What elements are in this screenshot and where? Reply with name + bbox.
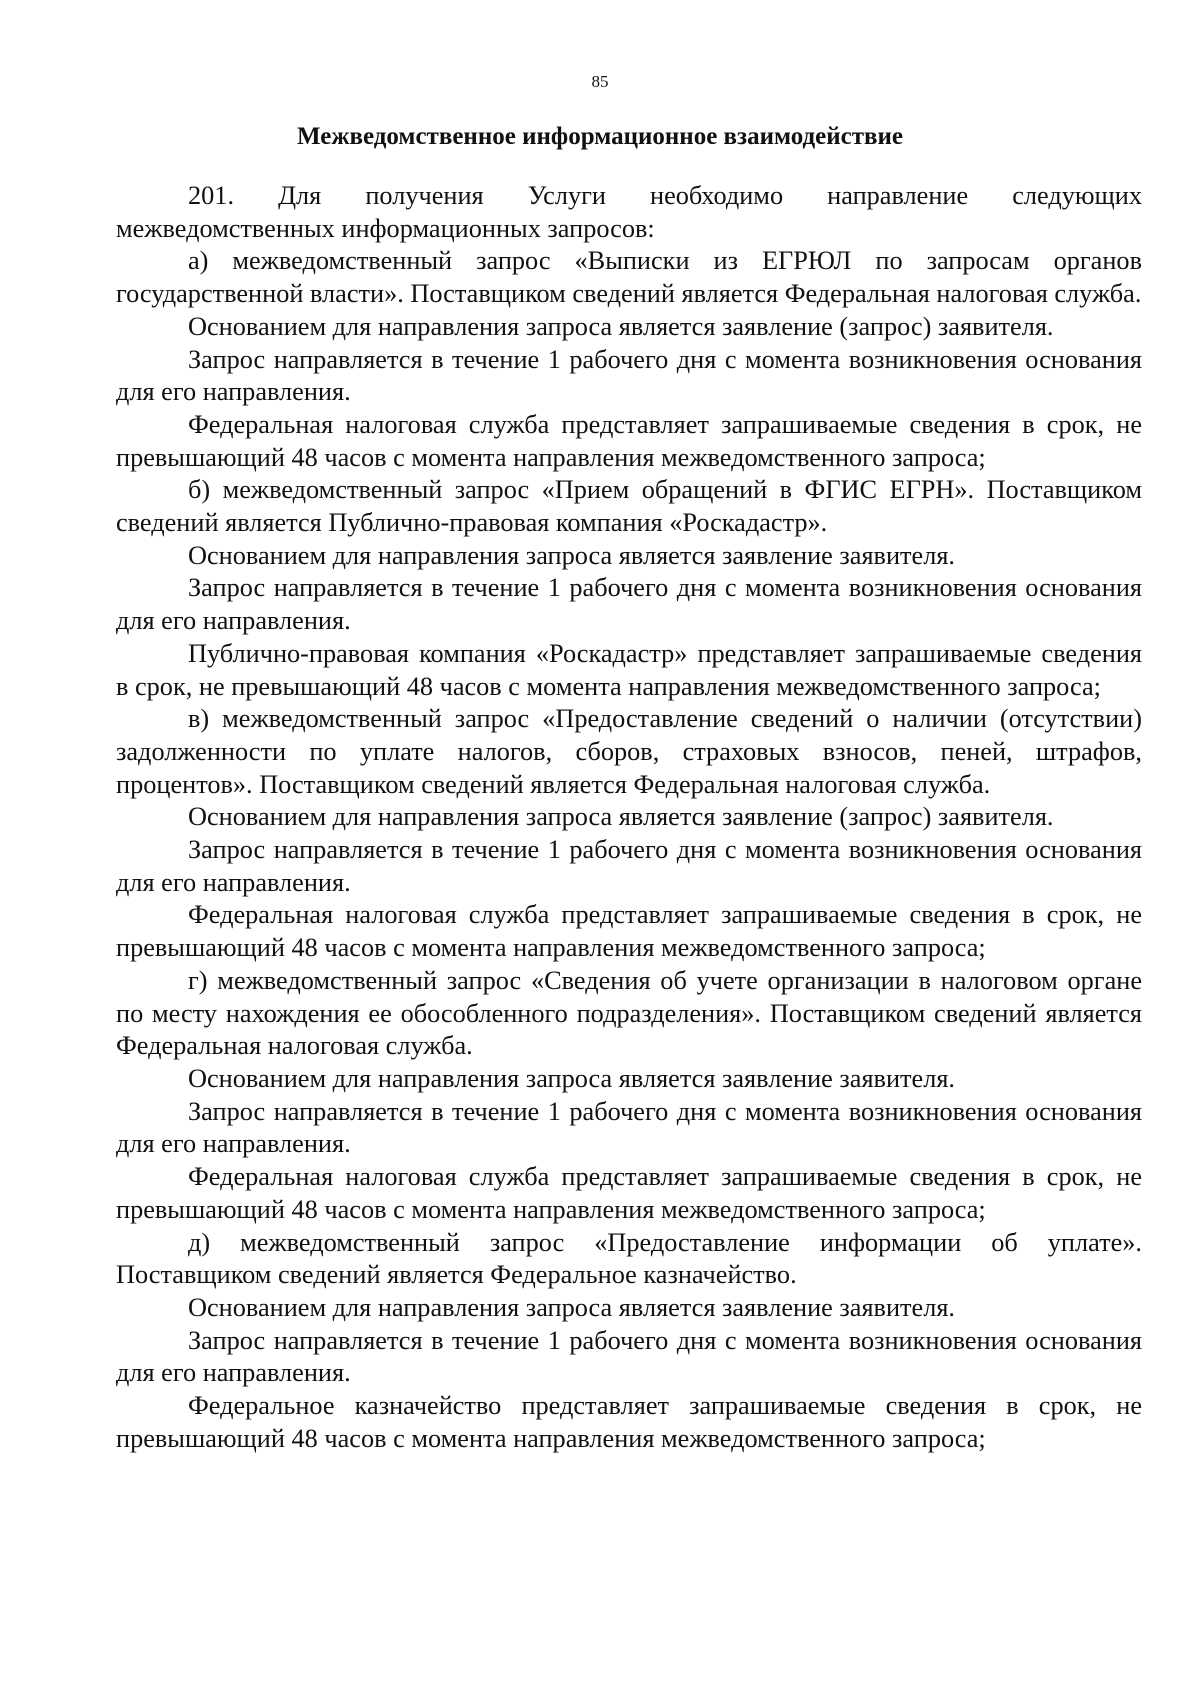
paragraph: Запрос направляется в течение 1 рабочего дня с момента возникновения основания для его направления.: [116, 835, 1142, 897]
paragraph: в) межведомственный запрос «Предоставление сведений о наличии (отсутствии) задолженности по уплате налогов, сборов, страховых взносов, пеней, штрафов, процентов». Поставщиком сведений является Федеральная налоговая служба.: [116, 704, 1142, 799]
paragraph: б) межведомственный запрос «Прием обращений в ФГИС ЕГРН». Поставщиком сведений является Публично-правовая компания «Роскадастр».: [116, 475, 1142, 538]
paragraph: Запрос направляется в течение 1 рабочего дня с момента возникновения основания для его направления.: [116, 344, 1142, 407]
paragraph: Запрос направляется в течение 1 рабочего дня с момента возникновения основания для его направления.: [116, 1325, 1142, 1388]
paragraph: 201. Для получения Услуги необходимо направление следующих межведомственных информационных запросов:: [116, 181, 1142, 243]
document-body: [116, 180, 1142, 1455]
page-title: Межведомственное информационное взаимодействие: [297, 123, 903, 150]
paragraph: Запрос направляется в течение 1 рабочего дня с момента возникновения основания для его направления.: [116, 573, 1142, 636]
paragraph: Основанием для направления запроса является заявление заявителя.: [188, 540, 956, 570]
paragraph: д) межведомственный запрос «Предоставление информации об уплате». Поставщиком сведений является Федеральное казначейство.: [116, 1227, 1142, 1290]
paragraph: Федеральная налоговая служба представляет запрашиваемые сведения в срок, не превышающий 48 часов с момента направления межведомственного запроса;: [116, 1162, 1142, 1224]
paragraph: Основанием для направления запроса является заявление заявителя.: [188, 1292, 956, 1322]
paragraph: Федеральная налоговая служба представляет запрашиваемые сведения в срок, не превышающий 48 часов с момента направления межведомственного запроса;: [116, 409, 1142, 472]
paragraph: Федеральная налоговая служба представляет запрашиваемые сведения в срок, не превышающий 48 часов с момента направления межведомственного запроса;: [116, 900, 1142, 963]
paragraph: а) межведомственный запрос «Выписки из ЕГРЮЛ по запросам органов государственной власти». Поставщиком сведений является Федеральная налоговая служба.: [116, 246, 1142, 309]
paragraph: г) межведомственный запрос «Сведения об учете организации в налоговом органе по месту нахождения ее обособленного подразделения». Поставщиком сведений является Федеральная налоговая служба.: [116, 965, 1142, 1061]
page-number: 85: [591, 72, 609, 91]
paragraph: Основанием для направления запроса является заявление заявителя.: [188, 1063, 956, 1093]
paragraph: Публично-правовая компания «Роскадастр» представляет запрашиваемые сведения в срок, не превышающий 48 часов с момента направления межведомственного запроса;: [116, 638, 1142, 701]
paragraph: Федеральное казначейство представляет запрашиваемые сведения в срок, не превышающий 48 часов с момента направления межведомственного запроса;: [116, 1391, 1142, 1453]
paragraph: Запрос направляется в течение 1 рабочего дня с момента возникновения основания для его направления.: [116, 1096, 1142, 1159]
paragraph: Основанием для направления запроса является заявление (запрос) заявителя.: [188, 802, 1054, 832]
paragraph: Основанием для направления запроса является заявление (запрос) заявителя.: [188, 311, 1054, 341]
